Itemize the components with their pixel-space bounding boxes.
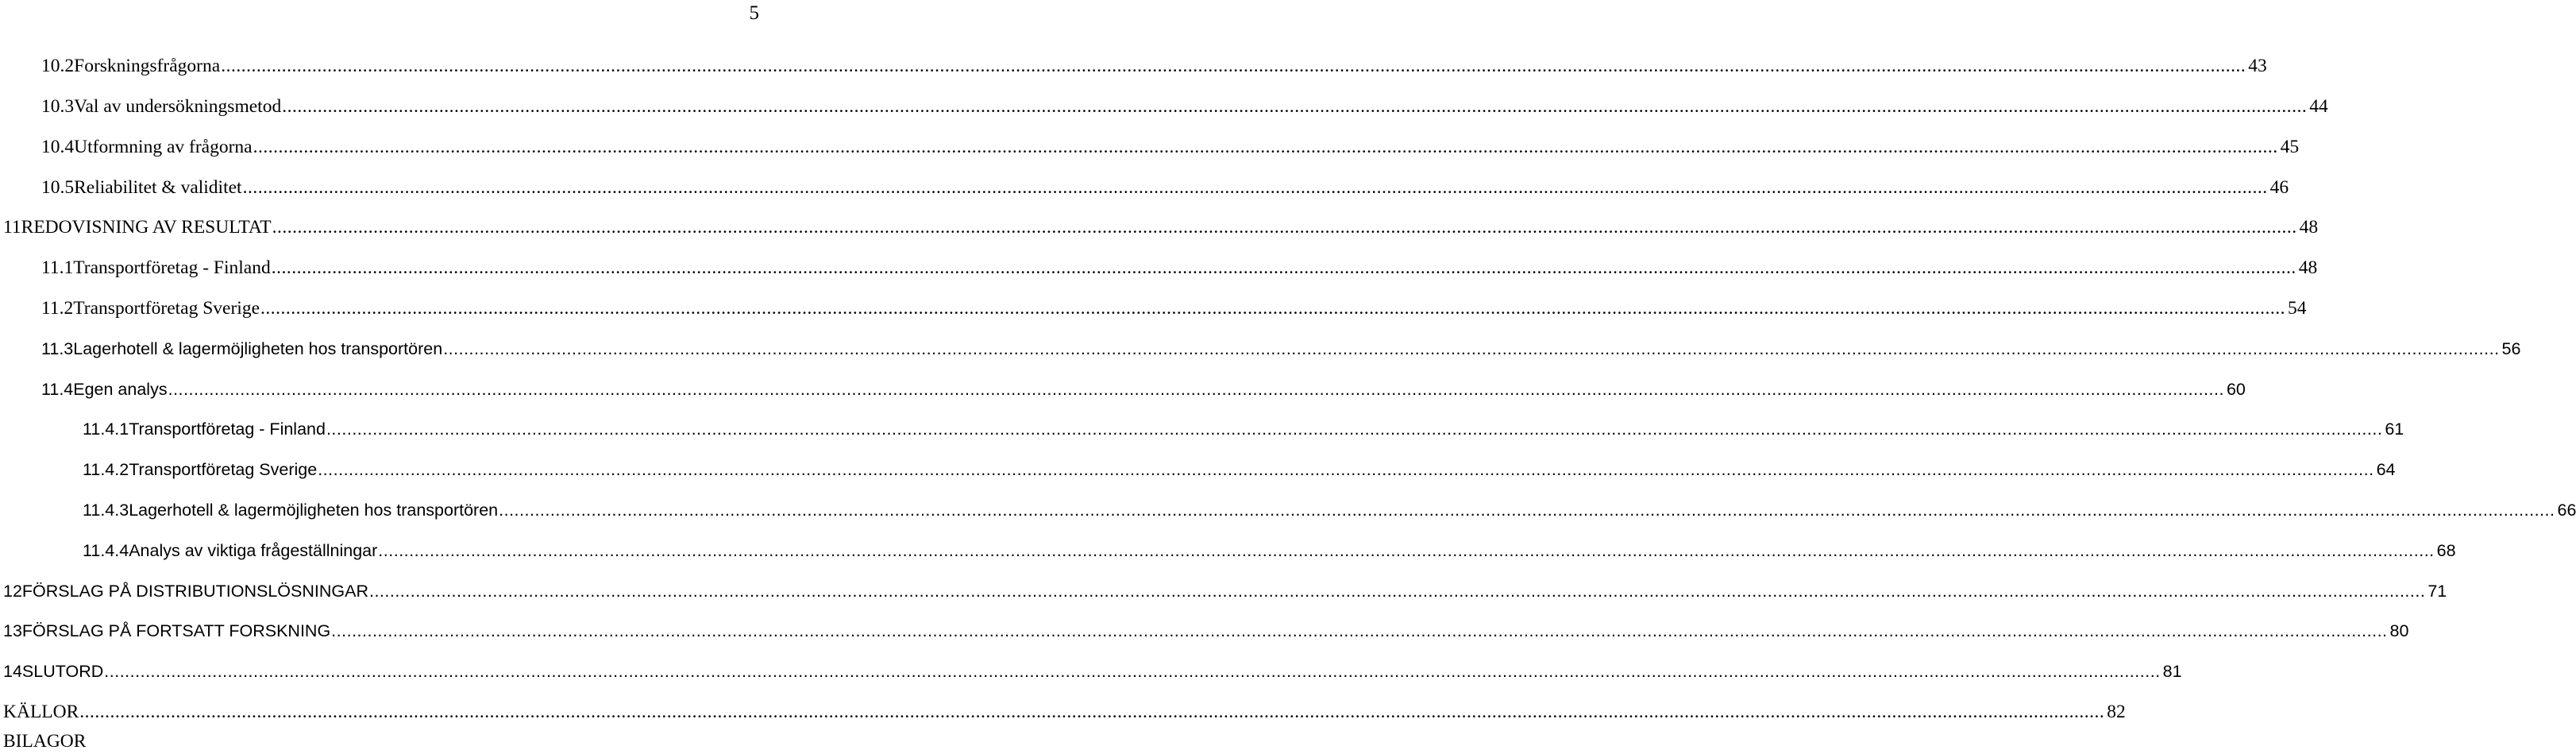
toc-entry-page: 46 [2269, 177, 2289, 198]
toc-dot-leader: ................................................................................................................................................................................................................................................................................................................................................................................................................ [260, 298, 2286, 319]
toc-entry-number: 13 [3, 621, 22, 640]
toc-entry[interactable] [41, 134, 2300, 160]
toc-entry-title: Forskningsfrågorna [74, 56, 221, 76]
toc-entry-number: 11.4.3 [83, 501, 129, 520]
toc-entry-title: Transportföretag - Finland [73, 257, 271, 278]
toc-entry-title: REDOVISNING AV RESULTAT [21, 217, 272, 238]
toc-entry-number: 10.5 [41, 177, 75, 198]
toc-entry[interactable] [3, 729, 759, 754]
toc-entry-page: 48 [2298, 257, 2318, 278]
toc-entry-page: 71 [2428, 582, 2447, 601]
toc-dot-leader: ................................................................................................................................................................................................................................................................................................................................................................................................................ [221, 56, 2246, 76]
toc-entry-number: 11.2 [41, 298, 74, 319]
toc-dot-leader: ................................................................................................................................................................................................................................................................................................................................................................................................................ [318, 460, 2374, 479]
toc-entry[interactable] [41, 377, 2246, 402]
toc-entry[interactable] [41, 175, 2289, 200]
toc-entry-page: 66 [2557, 501, 2576, 520]
toc-entry[interactable] [3, 659, 2182, 684]
toc-entry-number: 11.4 [41, 380, 74, 399]
toc-entry-page: 60 [2226, 380, 2246, 399]
toc-dot-leader: ................................................................................................................................................................................................................................................................................................................................................................................................................ [272, 217, 2297, 238]
toc-entry[interactable] [41, 94, 2328, 119]
toc-dot-leader: ................................................................................................................................................................................................................................................................................................................................................................................................................ [499, 501, 2555, 520]
toc-entry[interactable] [83, 457, 2396, 482]
toc-entry-title: Lagerhotell & lagermöjligheten hos transportören [129, 501, 499, 520]
toc-entry-page: 64 [2376, 460, 2396, 479]
toc-entry-title: Transportföretag Sverige [73, 298, 260, 319]
toc-entry-title: Transportföretag - Finland [129, 420, 326, 439]
toc-dot-leader: ................................................................................................................................................................................................................................................................................................................................................................................................................ [331, 621, 2388, 640]
toc-entry-title: FÖRSLAG PÅ FORTSATT FORSKNING [21, 621, 331, 640]
toc-entry[interactable] [3, 699, 2126, 725]
toc-entry-page: 68 [2436, 541, 2456, 560]
toc-dot-leader: ................................................................................................................................................................................................................................................................................................................................................................................................................ [104, 662, 2161, 681]
toc-entry-title: Reliabilitet & validitet [74, 177, 242, 198]
toc-entry-page: 45 [2280, 137, 2300, 157]
toc-entry-title: Egen analys [73, 380, 168, 399]
toc-dot-leader: ................................................................................................................................................................................................................................................................................................................................................................................................................ [79, 702, 2105, 722]
toc-dot-leader: ................................................................................................................................................................................................................................................................................................................................................................................................................ [253, 137, 2278, 157]
toc-entry-number: 10.4 [41, 137, 75, 157]
toc-entry[interactable] [3, 215, 2319, 240]
toc-entry[interactable] [41, 336, 2521, 362]
toc-entry-page: 48 [2299, 217, 2319, 238]
toc-entry-page: 82 [2107, 702, 2126, 722]
toc-entry[interactable] [41, 296, 2307, 321]
toc-entry-page: 43 [2248, 56, 2267, 76]
toc-entry-number: 11 [3, 217, 21, 238]
toc-dot-leader: ................................................................................................................................................................................................................................................................................................................................................................................................................ [368, 582, 2426, 601]
toc-entry[interactable] [83, 538, 2456, 563]
page-number: 5 [749, 2, 759, 24]
toc-dot-leader: ................................................................................................................................................................................................................................................................................................................................................................................................................ [282, 96, 2308, 117]
toc-entry-page: 56 [2501, 339, 2521, 358]
toc-entry-title: Utformning av frågorna [74, 137, 253, 157]
toc-dot-leader: ................................................................................................................................................................................................................................................................................................................................................................................................................ [326, 420, 2383, 439]
toc-entry[interactable] [41, 53, 2267, 79]
toc-dot-leader: ................................................................................................................................................................................................................................................................................................................................................................................................................ [443, 339, 2500, 358]
toc-entry-number: 11.4.4 [83, 541, 129, 560]
toc-dot-leader: ................................................................................................................................................................................................................................................................................................................................................................................................................ [168, 380, 2224, 399]
toc-dot-leader: ................................................................................................................................................................................................................................................................................................................................................................................................................ [271, 257, 2296, 278]
toc-entry[interactable] [3, 578, 2447, 604]
toc-entry-page: 80 [2389, 621, 2409, 640]
toc-entry-page: 81 [2162, 662, 2182, 681]
toc-entry-number: 11.4.1 [83, 420, 129, 439]
toc-entry-title: Val av undersökningsmetod [74, 96, 282, 117]
toc-entry-number: 14 [3, 662, 22, 681]
toc-entry[interactable] [83, 497, 2576, 523]
toc-entry-title: FÖRSLAG PÅ DISTRIBUTIONSLÖSNINGAR [21, 582, 368, 601]
toc-entry-title: Analys av viktiga frågeställningar [129, 541, 378, 560]
toc-entry[interactable] [41, 255, 2318, 280]
toc-entry-page: 61 [2385, 420, 2404, 439]
toc-entry[interactable] [3, 618, 2409, 644]
toc-entry-number: 11.4.2 [83, 460, 129, 479]
toc-entry-title: SLUTORD [21, 662, 104, 681]
toc-dot-leader: ................................................................................................................................................................................................................................................................................................................................................................................................................ [242, 177, 2268, 198]
toc-entry-number: 12 [3, 582, 22, 601]
toc-entry-number: 11.1 [41, 257, 74, 278]
toc-entry-page: 44 [2309, 96, 2328, 117]
toc-entry-number: 10.2 [41, 56, 75, 76]
toc-entry-number: 10.3 [41, 96, 75, 117]
toc-entry-title: BILAGOR [3, 731, 87, 752]
toc-entry-title: Transportföretag Sverige [129, 460, 318, 479]
toc-dot-leader: ................................................................................................................................................................................................................................................................................................................................................................................................................ [378, 541, 2435, 560]
toc-entry[interactable] [83, 416, 2404, 442]
toc-entry-page: 54 [2288, 298, 2307, 319]
toc-entry-number: 11.3 [41, 339, 74, 358]
toc-entry-title: KÄLLOR [3, 702, 79, 722]
toc-entry-title: Lagerhotell & lagermöjligheten hos transportören [73, 339, 443, 358]
